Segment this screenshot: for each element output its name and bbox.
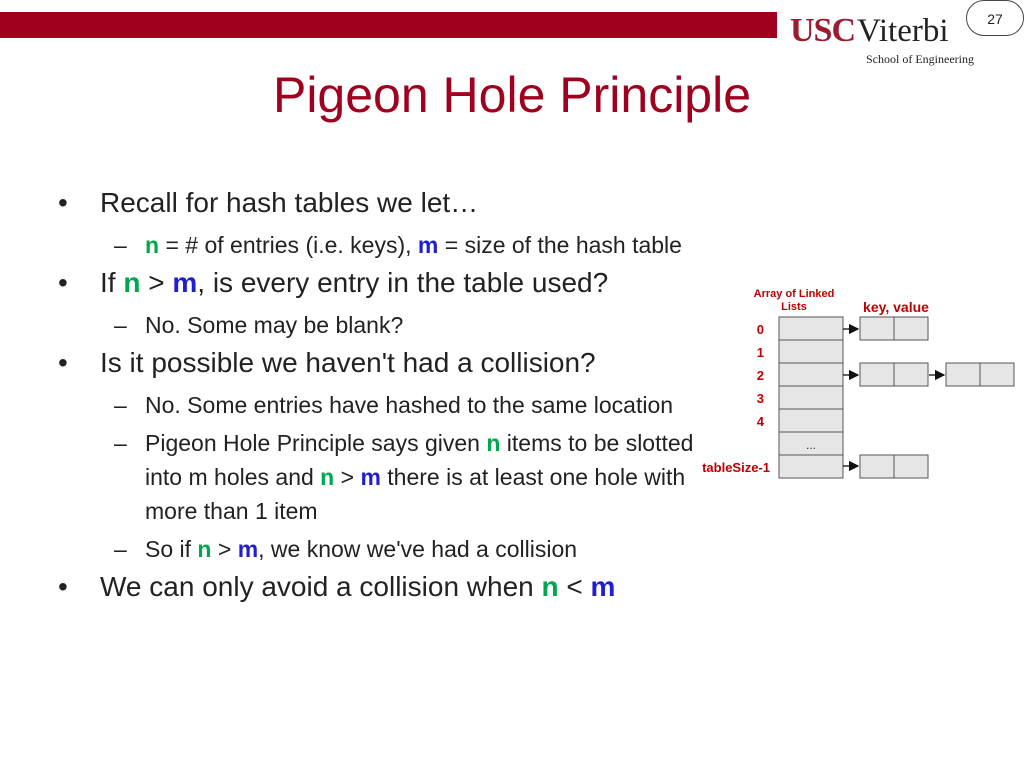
text: , we know we've had a collision [258,536,578,562]
logo-school-text: School of Engineering [866,52,974,66]
var-n: n [123,267,141,298]
dash-icon: – [114,536,127,562]
node-value-cell [894,455,928,478]
node-value-cell [894,363,928,386]
node-key-cell [860,363,894,386]
hash-table-diagram [688,286,1024,486]
text: , is every entry in the table used? [197,267,609,298]
page-number: 27 [966,0,1024,36]
array-cell [779,386,843,409]
logo-usc-text: USC [790,12,856,49]
sub-bullet-so-if [58,532,698,566]
text: = size of the hash table [438,232,682,258]
var-m: m [237,536,259,562]
bullet-text: Recall for hash tables we let… [100,187,479,218]
node-key-cell [946,363,980,386]
array-cell [779,363,843,386]
hash-table-svg [688,286,1024,486]
bullet-dot-icon: • [58,571,68,602]
bullet-text: Is it possible we haven't had a collision? [100,347,596,378]
row-label: 0 [756,322,764,337]
row-label: tableSize-1 [702,460,770,475]
dash-icon: – [114,392,127,418]
bullet-avoid-collision [58,570,698,604]
var-n: n [145,232,160,258]
node-label: key, value [863,299,929,315]
text: Pigeon Hole Principle says given [145,430,487,456]
list-nodes [860,317,1014,478]
dash-icon: – [114,232,127,258]
text: > [334,464,361,490]
text: = # of entries (i.e. keys), [159,232,418,258]
var-m: m [417,232,439,258]
array-cell [779,409,843,432]
row-label: 3 [756,391,764,406]
sub-bullet-blank [58,308,698,342]
node-key-cell [860,455,894,478]
bullet-dot-icon: • [58,347,68,378]
text: If [100,267,124,298]
pointer-arrows [843,329,944,466]
slide-title: Pigeon Hole Principle [272,67,752,123]
bullet-recall [58,186,698,220]
sub-bullet-pigeon-hole [58,426,698,528]
text: > [211,536,238,562]
diagram-title-line2: Lists [781,301,807,313]
logo-viterbi-text: Viterbi [857,13,949,49]
text: there is at least one hole with more than 1 item [145,464,686,524]
var-m: m [172,267,198,298]
array-cells [779,317,843,478]
slide-content [58,186,698,612]
bullet-text: No. Some entries have hashed to the same location [145,392,674,418]
node-key-cell [860,317,894,340]
var-n: n [541,571,559,602]
bullet-every-entry-used [58,266,698,300]
text: < [558,571,591,602]
var-m: m [590,571,616,602]
diagram-title-line1: Array of Linked [753,288,835,300]
usc-viterbi-logo [790,12,974,66]
bullet-text: No. Some may be blank? [145,312,404,338]
node-value-cell [894,317,928,340]
row-label: 2 [756,368,764,383]
dash-icon: – [114,312,127,338]
text: So if [145,536,198,562]
var-n: n [197,536,212,562]
bullet-collision-question [58,346,698,380]
array-cell [779,455,843,478]
row-label: 4 [756,414,764,429]
var-n: n [486,430,501,456]
sub-bullet-same-location [58,388,698,422]
node-value-cell [980,363,1014,386]
bullet-dot-icon: • [58,187,68,218]
header-bar [0,12,777,38]
sub-bullet-definitions [58,228,698,262]
text: items to be slotted into m holes and [145,430,694,490]
ellipsis: ... [805,438,817,452]
array-cell [779,340,843,363]
dash-icon: – [114,430,127,456]
var-m: m [360,464,381,490]
text: > [140,267,173,298]
row-label: 1 [756,345,764,360]
array-cell [779,317,843,340]
text: We can only avoid a collision when [100,571,542,602]
row-labels [702,322,770,475]
var-n: n [320,464,335,490]
bullet-dot-icon: • [58,267,68,298]
